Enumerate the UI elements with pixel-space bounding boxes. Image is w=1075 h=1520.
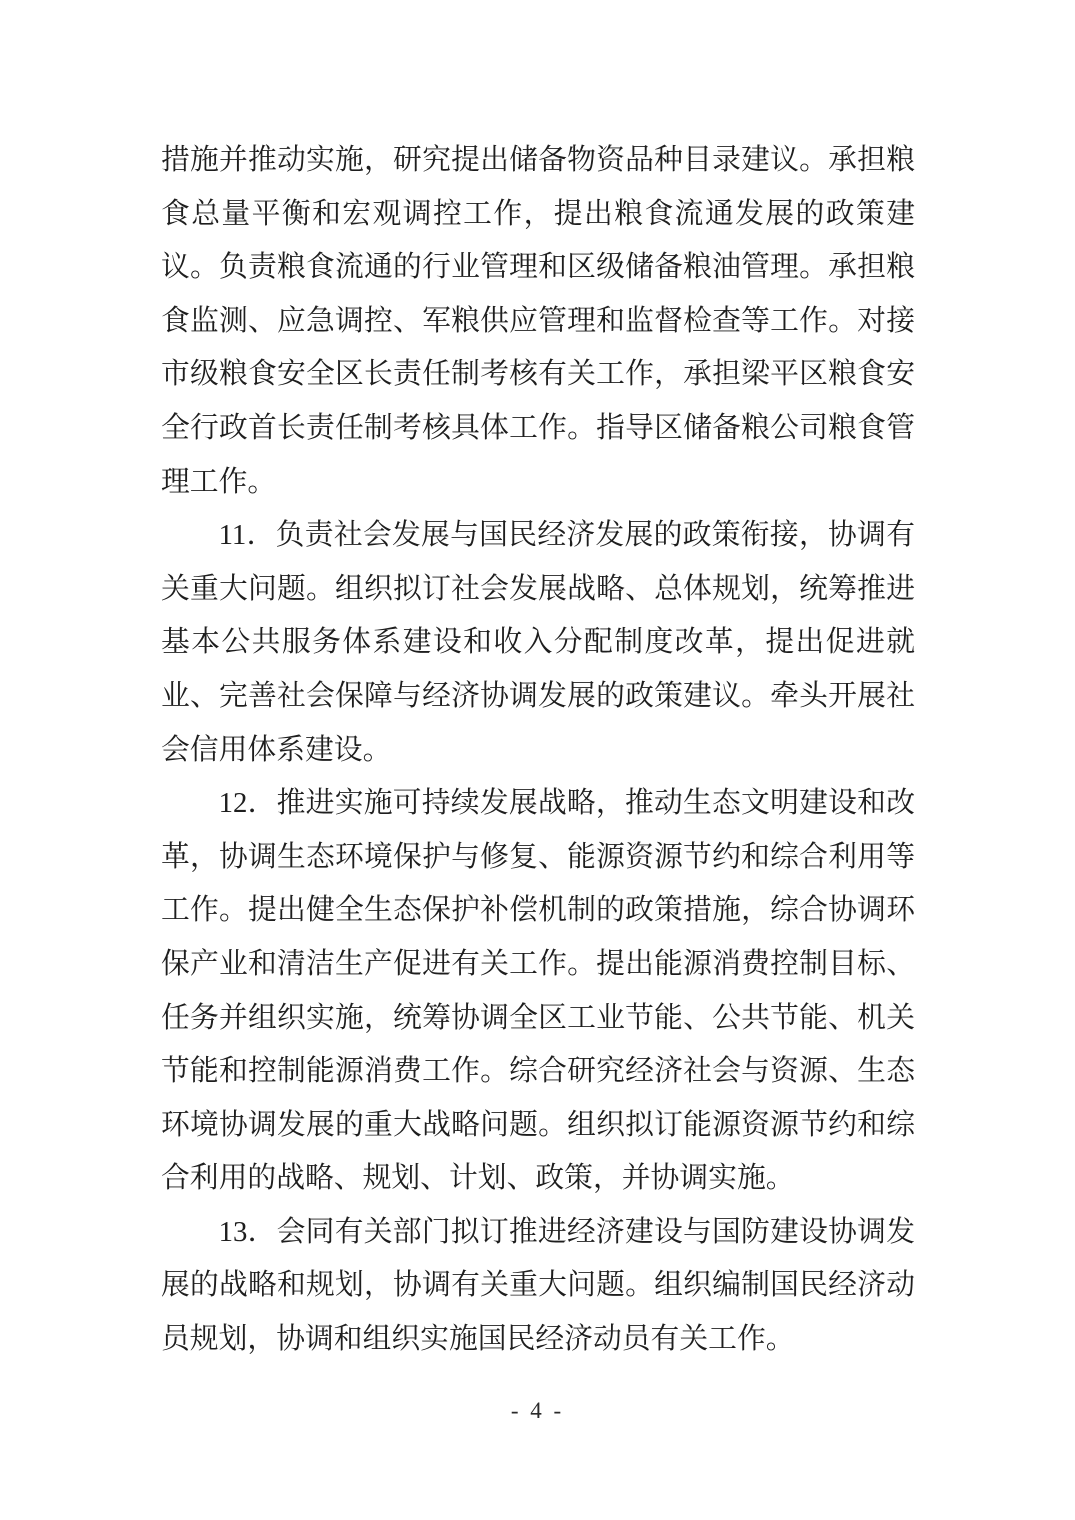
text-line: 关重大问题。组织拟订社会发展战略、总体规划，统筹推进 [161,572,915,605]
text-line: 市级粮食安全区长责任制考核有关工作，承担梁平区粮食安 [161,358,915,391]
text-line: 工作。提出健全生态保护补偿机制的政策措施，综合协调环 [161,894,915,927]
text-line: 员规划，协调和组织实施国民经济动员有关工作。 [161,1323,795,1356]
text-line: 任务并组织实施，统筹协调全区工业节能、公共节能、机关 [161,1001,915,1034]
text-line: 全行政首长责任制考核具体工作。指导区储备粮公司粮食管 [161,411,915,444]
document-text-block [161,134,915,1367]
text-line: 节能和控制能源消费工作。综合研究经济社会与资源、生态 [161,1055,915,1088]
paragraph-item-12 [161,777,915,1206]
text-line: 议。负责粮食流通的行业管理和区级储备粮油管理。承担粮 [161,251,915,284]
text-line: 13．会同有关部门拟订推进经济建设与国防建设协调发 [218,1215,915,1248]
text-line: 环境协调发展的重大战略问题。组织拟订能源资源节约和综 [161,1108,915,1141]
text-line: 保产业和清洁生产促进有关工作。提出能源消费控制目标、 [161,947,915,980]
text-line: 展的战略和规划，协调有关重大问题。组织编制国民经济动 [161,1269,915,1302]
text-line: 革，协调生态环境保护与修复、能源资源节约和综合利用等 [161,840,915,873]
text-line: 基本公共服务体系建设和收入分配制度改革，提出促进就 [161,626,915,659]
paragraph-continuation [161,134,915,509]
text-line: 食监测、应急调控、军粮供应管理和监督检查等工作。对接 [161,304,915,337]
text-line: 食总量平衡和宏观调控工作，提出粮食流通发展的政策建 [161,197,915,230]
paragraph-item-11 [161,509,915,777]
text-line: 理工作。 [161,465,277,498]
text-line: 会信用体系建设。 [161,733,392,766]
text-line: 措施并推动实施，研究提出储备物资品种目录建议。承担粮 [161,144,915,176]
text-line: 合利用的战略、规划、计划、政策，并协调实施。 [161,1162,795,1195]
text-line: 12．推进实施可持续发展战略，推动生态文明建设和改 [218,787,915,820]
text-line: 业、完善社会保障与经济协调发展的政策建议。牵头开展社 [161,679,915,712]
page-number: - 4 - [510,1398,565,1423]
text-line: 11．负责社会发展与国民经济发展的政策衔接，协调有 [218,519,915,552]
paragraph-item-13 [161,1206,915,1367]
